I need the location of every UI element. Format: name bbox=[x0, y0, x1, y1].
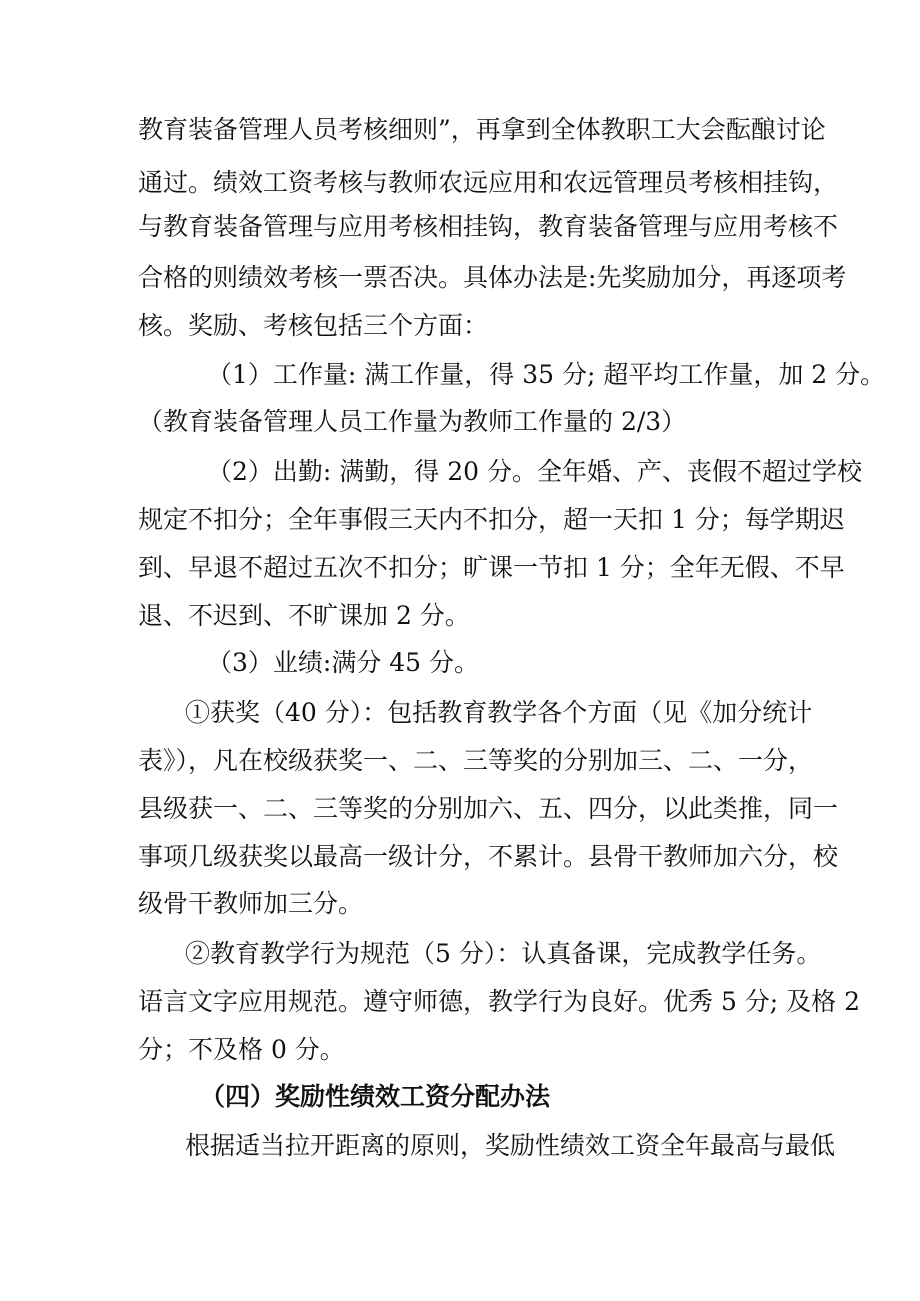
paragraph-line: 分；不及格 0 分。 bbox=[138, 1035, 345, 1064]
paragraph-line: 事项几级获奖以最高一级计分，不累计。县骨干教师加六分，校 bbox=[138, 842, 839, 871]
paragraph-line: 级骨干教师加三分。 bbox=[138, 889, 364, 918]
paragraph-line: 通过。绩效工资考核与教师农远应用和农远管理员考核相挂钩， bbox=[138, 168, 839, 197]
item-attendance: （2）出勤: 满勤，得 20 分。全年婚、产、丧假不超过学校 bbox=[207, 457, 862, 486]
paragraph-line: 表》），凡在校级获奖一、二、三等奖的分别加三、二、一分， bbox=[138, 746, 814, 775]
section-heading: （四）奖励性绩效工资分配办法 bbox=[200, 1082, 551, 1111]
paragraph-line: 退、不迟到、不旷课加 2 分。 bbox=[138, 601, 470, 630]
paragraph-line: 语言文字应用规范。遵守师德，教学行为良好。优秀 5 分; 及格 2 bbox=[138, 987, 861, 1016]
item-workload: （1）工作量: 满工作量，得 35 分; 超平均工作量，加 2 分。 bbox=[207, 360, 886, 389]
paragraph-line: 根据适当拉开距离的原则，奖励性绩效工资全年最高与最低 bbox=[185, 1131, 836, 1160]
item-workload-note: （教育装备管理人员工作量为教师工作量的 2/3） bbox=[138, 407, 687, 436]
paragraph-line: 到、早退不超过五次不扣分；旷课一节扣 1 分；全年无假、不早 bbox=[138, 553, 845, 582]
item-conduct: ②教育教学行为规范（5 分）：认真备课，完成教学任务。 bbox=[185, 939, 822, 968]
paragraph-line: 合格的则绩效考核一票否决。具体办法是:先奖励加分，再逐项考 bbox=[138, 263, 847, 292]
item-awards: ①获奖（40 分）：包括教育教学各个方面（见《加分统计 bbox=[185, 698, 813, 727]
paragraph-line: 规定不扣分；全年事假三天内不扣分，超一天扣 1 分；每学期迟 bbox=[138, 505, 845, 534]
item-performance: （3）业绩:满分 45 分。 bbox=[207, 648, 480, 677]
paragraph-line: 核。奖励、考核包括三个方面： bbox=[138, 311, 489, 340]
paragraph-line: 县级获一、二、三等奖的分别加六、五、四分，以此类推，同一 bbox=[138, 794, 839, 823]
paragraph-line: 教育装备管理人员考核细则”，再拿到全体教职工大会酝酿讨论 bbox=[138, 115, 826, 144]
paragraph-line: 与教育装备管理与应用考核相挂钩，教育装备管理与应用考核不 bbox=[138, 212, 839, 241]
